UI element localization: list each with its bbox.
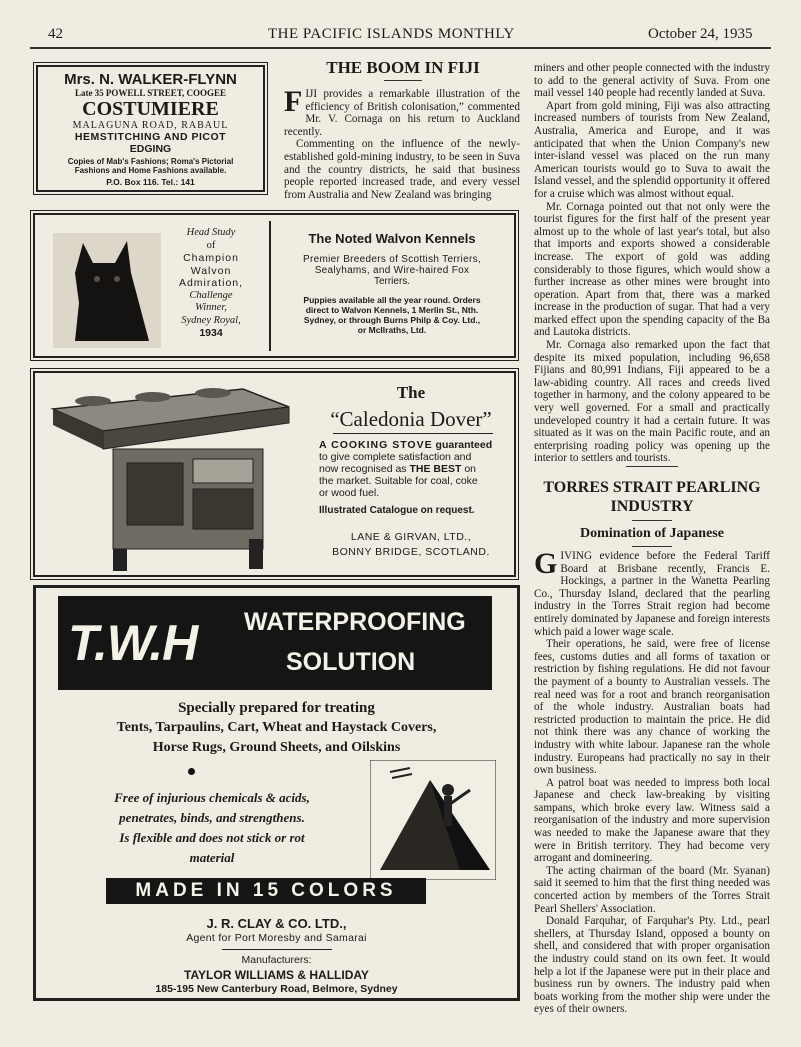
article-boom-col1 [284,85,520,201]
torres-p4: The acting chairman of the board (Mr. Syanan) said it seemed to him that the first thing needed was concerted action by members of the Torres Strait Pearl Shellers' Association. [534,864,770,915]
title-rule [632,546,672,547]
caledonia-desc3a: now recognised as [319,463,407,475]
caption-line: Sydney Royal, [181,314,241,326]
caledonia-desc3c: on [464,463,477,475]
twh-banner [58,596,492,690]
ad-twh-waterproofing [33,585,520,1001]
boom-p2: Commenting on the influence of the newly-established gold-mining industry, to be seen in Suva and the country districts, he said that business people reported increased trade, and every vessel from Australia and New Zealand was bringing [284,138,520,201]
twh-items1: Tents, Tarpaulins, Cart, Wheat and Haystack Covers, [116,720,437,735]
ad-walker-service2: EDGING [129,143,172,155]
article-torres-title2: INDUSTRY [610,498,694,515]
twh-logo: T.W.H [68,615,198,671]
twh-special: Specially prepared for treating [178,700,375,716]
cooking-stove-icon [43,379,295,575]
drop-cap-f: F [284,85,303,118]
title-rule [632,520,672,521]
caledonia-desc1b: guaranteed [435,439,493,451]
twh-agent-name: J. R. CLAY & CO. LTD., [206,916,347,931]
twh-free2: penetrates, binds, and strengthens. [119,810,305,825]
caledonia-rule [333,433,493,434]
caledonia-name: “Caledonia Dover” [330,407,492,431]
walvon-puppies1: Puppies available all the year round. Orders [303,295,481,305]
twh-mfr-name: TAYLOR WILLIAMS & HALLIDAY [184,968,369,982]
walvon-puppies4: or McIlraths, Ltd. [357,325,427,335]
article-torres-subtitle: Domination of Japanese [580,526,724,541]
caledonia-desc [319,439,511,517]
header-rule [30,47,771,49]
torres-p1: IVING evidence before the Federal Tariff Board at Brisbane recently, Francis E. Hockings, a partner in the Wanetta Pearling Co., Thursday Island, declared that the pearling industry in the Torres Strait region had become entirely dominated by Japanese and foreign interests which paid a lower wage scale. [534,550,770,638]
article-torres-title1: TORRES STRAIT PEARLING [543,479,761,496]
bullet-dot [188,768,195,775]
ad-caledonia-dover [33,371,516,577]
ad-walker-trade: COSTUMIERE [82,98,219,120]
drop-cap-g: G [534,547,558,580]
twh-colors: MADE IN 15 COLORS [106,878,426,904]
torres-p2: Their operations, he said, were free of license fees, customs duties and all forms of taxation or restriction by fishing regulations. He did not favour the payment of a bounty to Australian vessels. The real need was for a root and branch reorganisation of the whole industry. Australian boats had restricted production to maintain the price. He did not think there was any chance of working the industry with white labour. Japanese ran the whole industry. Europeans had practically no say in their own business. [534,638,770,777]
caledonia-maker1: LANE & GIRVAN, LTD., [350,531,472,543]
twh-banner2: SOLUTION [286,648,416,676]
walvon-puppies2: direct to Walvon Kennels, 1 Merlin St., Nth. [305,305,479,315]
ad-walker-contact: P.O. Box 116. Tel.: 141 [106,177,195,187]
caption-line: Winner, [195,302,227,313]
caption-line: Champion [183,252,239,264]
title-rule [384,80,422,81]
dog-photo [53,233,161,348]
twh-free4: material [189,850,235,865]
ad-walker-address: MALAGUNA ROAD, RABAUL [72,120,229,131]
scottish-terrier-icon [53,233,161,348]
ad-walker-flynn [36,65,265,192]
walvon-text [275,231,509,335]
twh-rule [222,949,332,950]
caledonia-desc3b: THE BEST [409,463,462,475]
boom-p5: Mr. Cornaga pointed out that not only were the tourist figures for the first half of the present year almost up to the whole of last year's total, but also that imports and exports showed a considerable increase. The export of gold was adding considerably to those figures, which would show a further increase as other mines were brought into operation. Apart from that, there was a marked increase in the production of sugar. That had a very marked effect upon the spending capacity of the Ba and Lautoka districts. [534,200,770,339]
twh-mfr-address: 185-195 New Canterbury Road, Belmore, Sydney [155,983,398,995]
torres-p5: Donald Farquhar, of Farquhar's Pty. Ltd., pearl shellers, at Thursday Island, opposed a bounty on shell, and considered that with proper organisation the industry could stand on its own feet. It would help a lot if the Japanese were put in their place and business run by owners. The industry paid when boats working from the mother ship were under the eyes of their owners. [534,915,770,1016]
boom-p4: Apart from gold mining, Fiji was also attracting increased numbers of tourists from New Zealand, Australia, America and Europe, and it was anticipated that when the Union Company's new inter-island vessel was placed on the run many American tourists would go to Suva to await the Island vessel, and the splendid opportunity it offered for a cruise which was almost without equal. [534,99,770,200]
page-number: 42 [48,26,63,42]
caption-line: Admiration, [178,277,244,289]
caledonia-desc1a: A COOKING STOVE [319,439,433,451]
twh-free1: Free of injurious chemicals & acids, [114,790,310,805]
torres-p3: A patrol boat was needed to impress both local Japanese and check law-breaking by visiting sampans, which broke every law. Witness said a reorganisation of the industry and more supervision was needed to make the Japanese aware that they were in British territory. They had become very arrogant and domineering. [534,776,770,865]
issue-date: October 24, 1935 [648,26,753,42]
twh-mfr-label: Manufacturers: [241,954,312,966]
caledonia-maker2: BONNY BRIDGE, SCOTLAND. [332,546,490,558]
caledonia-catalogue: Illustrated Catalogue on request. [319,505,475,516]
caption-line: Challenge [189,289,233,301]
twh-items2: Horse Rugs, Ground Sheets, and Oilskins [152,740,401,755]
article-boom-col2 [534,62,770,465]
caledonia-desc4: the market. Suitable for coal, coke [319,475,478,487]
section-divider [626,466,678,467]
tent-painter-icon [370,760,496,880]
publication-title: THE PACIFIC ISLANDS MONTHLY [268,26,515,42]
boom-p3: miners and other people connected with the industry to add to the general activity of Suva. From one mail vessel 140 people had recently landed at Suva. [534,62,770,100]
walvon-desc1: Premier Breeders of Scottish Terriers, [303,254,481,265]
caledonia-desc5: or wood fuel. [319,487,380,499]
walvon-desc3: Terriers. [373,276,411,287]
twh-agent-role: Agent for Port Moresby and Samarai [186,932,367,944]
caption-line: of [206,239,216,251]
boom-p6: Mr. Cornaga also remarked upon the fact that despite its mixed population, including 96,658 Fijians and 80,991 Indians, Fiji appeared to be a law-abiding country. All races and creeds lived together in harmony, and the colony appeared to be very well governed. For a small and practically undeveloped country it had a certain future. It was situated as it was on the main Pacific route, and an enterprising roading policy was opening up the interior to settlers and tourists. [534,339,770,465]
article-boom-title: THE BOOM IN FIJI [326,58,480,77]
caption-line: Head Study [186,227,236,238]
twh-free3: Is flexible and does not stick or rot [119,830,305,845]
article-torres-body [534,547,770,1016]
boom-p1: IJI provides a remarkable illustration of the efficiency of British colonisation,” commented Mr. V. Cornaga on his return to Auckland recently. [284,88,520,138]
ad-walvon-kennels [33,213,516,358]
ad-divider [269,221,271,351]
walvon-desc2: Sealyhams, and Wire-haired Fox [314,265,470,276]
ad-walker-copies2: Fashions and Home Fashions available. [74,166,227,175]
ad-walker-service1: HEMSTITCHING AND PICOT [74,131,227,143]
twh-banner1: WATERPROOFING [244,608,466,636]
caledonia-desc2: to give complete satisfaction and [319,451,472,463]
twh-free [62,788,362,868]
caption-line: 1934 [199,327,223,339]
ad-walker-name: Mrs. N. WALKER-FLYNN [64,71,237,88]
ad-walker-copies1: Copies of Mab's Fashions; Roma's Pictorial [67,157,234,166]
ad-walker-late: Late 35 POWELL STREET, COOGEE [74,88,227,98]
walvon-title: The Noted Walvon Kennels [308,231,476,246]
walvon-puppies3: Sydney, or through Burns Philp & Coy. Ltd., [303,315,481,325]
article-torres-heading [534,478,770,547]
caption-line: Walvon [190,264,232,277]
dog-caption [167,227,255,340]
caledonia-the: The [396,383,426,402]
